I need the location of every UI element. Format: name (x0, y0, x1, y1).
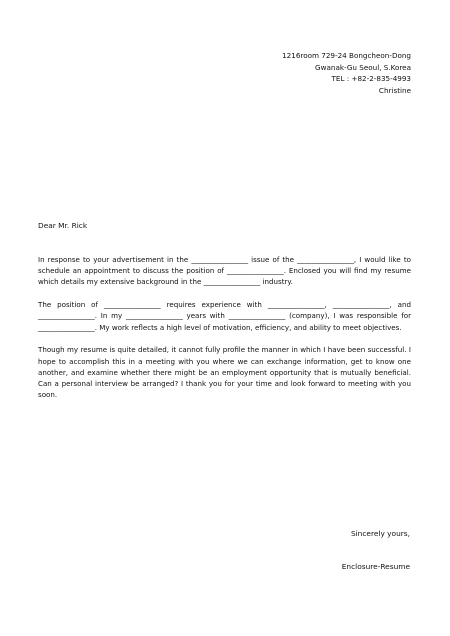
closing: Sincerely yours, (350, 529, 410, 538)
address-line-phone: TEL : +82-2-835-4993 (331, 74, 411, 84)
address-line-city: Gwanak-Gu Seoul, S.Korea (315, 62, 411, 72)
body-paragraph-1: In response to your advertisement in the ________________ issue of the ________________, I would like to schedule an appointment to discuss the position of ________________. Enclosed you will find my resume which details my extensive background in the ________________ industry. (38, 255, 411, 287)
body-paragraph-3: Though my resume is quite detailed, it cannot fully profile the manner in which I have been successful. I hope to accomplish this in a meeting with you where we can exchange information, get to know one another, and examine whether there might be an employment opportunity that is mutually beneficial. Can a personal interview be arranged? I thank you for your time and look forward to meeting with you soon. (38, 345, 411, 400)
letter-body (38, 254, 411, 412)
sender-address-block (282, 50, 411, 96)
address-line-street: 1216room 729-24 Bongcheon-Dong (282, 51, 411, 60)
enclosure-note: Enclosure-Resume (341, 562, 410, 571)
sender-name: Christine (378, 85, 411, 95)
body-paragraph-2: The position of ________________ requires experience with ________________, ________________, and ________________. In my ________________ years with ________________ (company), I was responsible for ________________. My work reflects a high level of motivation, efficiency, and ability to meet objectives. (38, 300, 411, 332)
salutation: Dear Mr. Rick (38, 221, 88, 230)
